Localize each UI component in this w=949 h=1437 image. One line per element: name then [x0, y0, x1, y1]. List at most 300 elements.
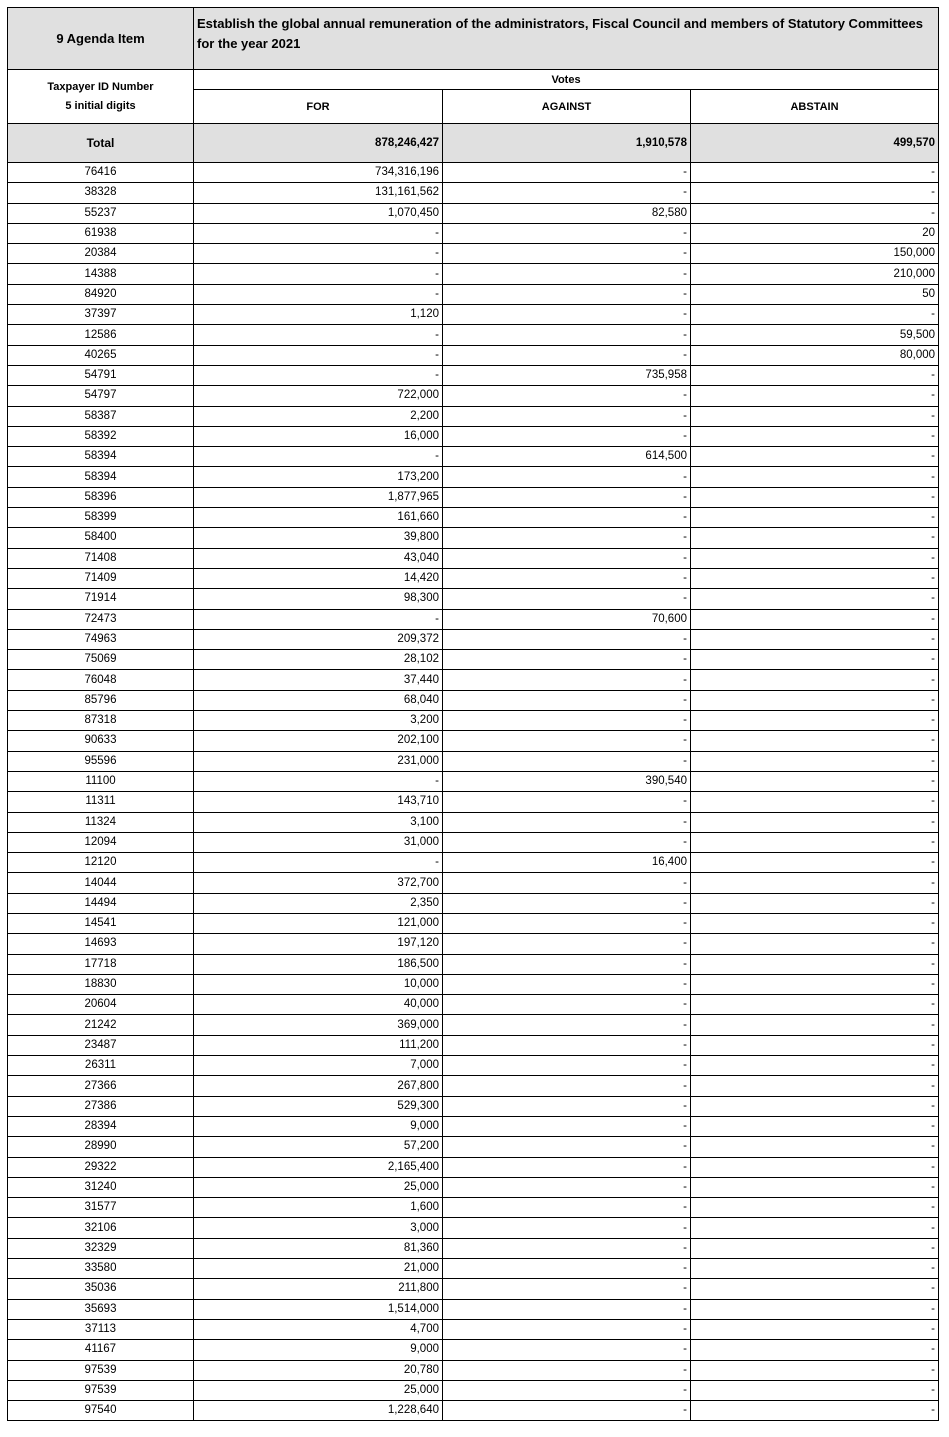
for-cell: - [194, 325, 443, 345]
taxpayer-id-cell: 71914 [8, 589, 194, 609]
abstain-cell: - [691, 1319, 939, 1339]
taxpayer-id-cell: 31240 [8, 1177, 194, 1197]
taxpayer-id-cell: 95596 [8, 751, 194, 771]
for-cell: - [194, 853, 443, 873]
agenda-title: Establish the global annual remuneration of the administrators, Fiscal Council and members of Statutory Committees for the year 2021 [194, 8, 939, 70]
abstain-cell: - [691, 751, 939, 771]
table-row [8, 1056, 939, 1076]
abstain-cell: - [691, 1340, 939, 1360]
against-cell: 70,600 [443, 609, 691, 629]
for-cell: 25,000 [194, 1380, 443, 1400]
abstain-cell: - [691, 508, 939, 528]
for-cell: 2,200 [194, 406, 443, 426]
for-cell: 2,165,400 [194, 1157, 443, 1177]
abstain-cell: - [691, 954, 939, 974]
taxpayer-id-cell: 12094 [8, 832, 194, 852]
for-cell: 81,360 [194, 1238, 443, 1258]
taxpayer-id-cell: 17718 [8, 954, 194, 974]
abstain-cell: - [691, 163, 939, 183]
table-row [8, 589, 939, 609]
taxpayer-id-cell: 12586 [8, 325, 194, 345]
for-cell: - [194, 345, 443, 365]
taxpayer-id-cell: 54791 [8, 365, 194, 385]
against-cell: - [443, 812, 691, 832]
taxpayer-id-cell: 14388 [8, 264, 194, 284]
against-cell: - [443, 1116, 691, 1136]
taxpayer-id-cell: 61938 [8, 223, 194, 243]
table-row [8, 690, 939, 710]
taxpayer-id-cell: 37397 [8, 305, 194, 325]
abstain-cell: - [691, 386, 939, 406]
against-cell: - [443, 487, 691, 507]
taxpayer-id-cell: 85796 [8, 690, 194, 710]
taxpayer-id-cell: 97540 [8, 1401, 194, 1421]
against-cell: - [443, 1279, 691, 1299]
abstain-cell: 80,000 [691, 345, 939, 365]
against-cell: - [443, 548, 691, 568]
taxpayer-id-cell: 54797 [8, 386, 194, 406]
taxpayer-id-cell: 11324 [8, 812, 194, 832]
for-cell: 21,000 [194, 1259, 443, 1279]
table-row [8, 974, 939, 994]
against-cell: - [443, 1056, 691, 1076]
table-row [8, 1035, 939, 1055]
against-cell: - [443, 690, 691, 710]
for-cell: 43,040 [194, 548, 443, 568]
abstain-cell: - [691, 1238, 939, 1258]
for-cell: 1,600 [194, 1198, 443, 1218]
for-cell: 37,440 [194, 670, 443, 690]
for-cell: 3,200 [194, 711, 443, 731]
taxpayer-id-cell: 20384 [8, 244, 194, 264]
for-cell: 1,070,450 [194, 203, 443, 223]
table-row [8, 1279, 939, 1299]
taxpayer-id-cell: 97539 [8, 1360, 194, 1380]
taxpayer-header [8, 70, 194, 124]
against-cell: - [443, 1259, 691, 1279]
table-row [8, 203, 939, 223]
taxpayer-id-cell: 26311 [8, 1056, 194, 1076]
for-cell: - [194, 609, 443, 629]
abstain-cell: - [691, 1096, 939, 1116]
for-cell: 40,000 [194, 995, 443, 1015]
abstain-cell: - [691, 1116, 939, 1136]
abstain-cell: - [691, 853, 939, 873]
table-row [8, 893, 939, 913]
against-cell: - [443, 223, 691, 243]
table-row [8, 954, 939, 974]
table-row [8, 913, 939, 933]
taxpayer-id-cell: 76416 [8, 163, 194, 183]
taxpayer-id-cell: 12120 [8, 853, 194, 873]
taxpayer-id-cell: 58399 [8, 508, 194, 528]
table-row [8, 325, 939, 345]
against-cell: - [443, 893, 691, 913]
for-cell: 1,514,000 [194, 1299, 443, 1319]
abstain-cell: - [691, 711, 939, 731]
for-cell: 202,100 [194, 731, 443, 751]
against-cell: - [443, 670, 691, 690]
for-cell: 2,350 [194, 893, 443, 913]
taxpayer-id-cell: 58392 [8, 426, 194, 446]
against-cell: - [443, 183, 691, 203]
for-cell: 7,000 [194, 1056, 443, 1076]
abstain-cell: 210,000 [691, 264, 939, 284]
for-cell: 20,780 [194, 1360, 443, 1380]
against-cell: - [443, 934, 691, 954]
abstain-cell: - [691, 1279, 939, 1299]
against-cell: - [443, 1299, 691, 1319]
against-cell: - [443, 1076, 691, 1096]
abstain-cell: - [691, 1015, 939, 1035]
table-row [8, 670, 939, 690]
taxpayer-id-cell: 33580 [8, 1259, 194, 1279]
taxpayer-id-cell: 41167 [8, 1340, 194, 1360]
against-cell: - [443, 1238, 691, 1258]
abstain-cell: - [691, 792, 939, 812]
against-cell: - [443, 1096, 691, 1116]
for-header: FOR [194, 90, 443, 124]
for-cell: 131,161,562 [194, 183, 443, 203]
table-row [8, 1238, 939, 1258]
table-row [8, 1380, 939, 1400]
taxpayer-id-cell: 14044 [8, 873, 194, 893]
taxpayer-id-cell: 11100 [8, 771, 194, 791]
against-cell: - [443, 528, 691, 548]
against-cell: - [443, 264, 691, 284]
for-cell: 1,120 [194, 305, 443, 325]
table-row [8, 934, 939, 954]
against-cell: - [443, 873, 691, 893]
against-cell: - [443, 1380, 691, 1400]
against-cell: - [443, 1360, 691, 1380]
taxpayer-id-cell: 27366 [8, 1076, 194, 1096]
votes-header-row [8, 70, 939, 90]
abstain-cell: - [691, 528, 939, 548]
table-row [8, 1319, 939, 1339]
for-cell: 529,300 [194, 1096, 443, 1116]
table-row [8, 1157, 939, 1177]
abstain-cell: - [691, 893, 939, 913]
taxpayer-id-cell: 23487 [8, 1035, 194, 1055]
table-row [8, 487, 939, 507]
abstain-cell: - [691, 305, 939, 325]
taxpayer-id-cell: 74963 [8, 629, 194, 649]
taxpayer-id-cell: 14693 [8, 934, 194, 954]
against-cell: - [443, 751, 691, 771]
for-cell: 143,710 [194, 792, 443, 812]
for-cell: 4,700 [194, 1319, 443, 1339]
against-cell: - [443, 1198, 691, 1218]
for-cell: 98,300 [194, 589, 443, 609]
against-cell: - [443, 995, 691, 1015]
taxpayer-id-cell: 29322 [8, 1157, 194, 1177]
taxpayer-id-cell: 58394 [8, 467, 194, 487]
taxpayer-id-cell: 72473 [8, 609, 194, 629]
against-cell: 390,540 [443, 771, 691, 791]
against-cell: - [443, 1319, 691, 1339]
table-row [8, 1299, 939, 1319]
abstain-cell: - [691, 426, 939, 446]
abstain-cell: - [691, 650, 939, 670]
for-cell: 369,000 [194, 1015, 443, 1035]
against-cell: - [443, 629, 691, 649]
total-abstain: 499,570 [691, 124, 939, 163]
taxpayer-id-cell: 84920 [8, 284, 194, 304]
table-row [8, 345, 939, 365]
against-cell: - [443, 305, 691, 325]
against-cell: - [443, 974, 691, 994]
agenda-label: 9 Agenda Item [8, 8, 194, 70]
for-cell: - [194, 447, 443, 467]
taxpayer-id-cell: 90633 [8, 731, 194, 751]
for-cell: 161,660 [194, 508, 443, 528]
table-row [8, 832, 939, 852]
taxpayer-id-cell: 38328 [8, 183, 194, 203]
taxpayer-header-line2: 5 initial digits [65, 99, 136, 112]
against-cell: - [443, 244, 691, 264]
abstain-cell: - [691, 1035, 939, 1055]
against-cell: - [443, 1157, 691, 1177]
against-cell: - [443, 406, 691, 426]
taxpayer-id-cell: 35693 [8, 1299, 194, 1319]
abstain-cell: - [691, 629, 939, 649]
table-row [8, 711, 939, 731]
abstain-cell: - [691, 1380, 939, 1400]
table-row [8, 1015, 939, 1035]
abstain-cell: - [691, 1056, 939, 1076]
table-row [8, 508, 939, 528]
abstain-cell: - [691, 406, 939, 426]
for-cell: 267,800 [194, 1076, 443, 1096]
abstain-cell: - [691, 365, 939, 385]
taxpayer-id-cell: 11311 [8, 792, 194, 812]
for-cell: 722,000 [194, 386, 443, 406]
table-row [8, 812, 939, 832]
against-header: AGAINST [443, 90, 691, 124]
taxpayer-id-cell: 58396 [8, 487, 194, 507]
table-row [8, 163, 939, 183]
abstain-cell: - [691, 1218, 939, 1238]
against-cell: - [443, 467, 691, 487]
taxpayer-id-cell: 75069 [8, 650, 194, 670]
against-cell: - [443, 650, 691, 670]
taxpayer-id-cell: 37113 [8, 1319, 194, 1339]
table-row [8, 223, 939, 243]
table-row [8, 1198, 939, 1218]
abstain-cell: 50 [691, 284, 939, 304]
for-cell: 197,120 [194, 934, 443, 954]
for-cell: 10,000 [194, 974, 443, 994]
against-cell: - [443, 1137, 691, 1157]
table-row [8, 568, 939, 588]
abstain-cell: - [691, 771, 939, 791]
taxpayer-id-cell: 18830 [8, 974, 194, 994]
against-cell: - [443, 426, 691, 446]
for-cell: 25,000 [194, 1177, 443, 1197]
abstain-cell: - [691, 447, 939, 467]
for-cell: 186,500 [194, 954, 443, 974]
table-row [8, 731, 939, 751]
taxpayer-id-cell: 28394 [8, 1116, 194, 1136]
table-row [8, 528, 939, 548]
taxpayer-id-cell: 14494 [8, 893, 194, 913]
table-row [8, 1360, 939, 1380]
table-row [8, 792, 939, 812]
against-cell: - [443, 1218, 691, 1238]
table-row [8, 183, 939, 203]
table-row [8, 1218, 939, 1238]
abstain-cell: - [691, 203, 939, 223]
for-cell: 57,200 [194, 1137, 443, 1157]
table-row [8, 264, 939, 284]
table-row [8, 406, 939, 426]
against-cell: 16,400 [443, 853, 691, 873]
abstain-cell: - [691, 812, 939, 832]
for-cell: 211,800 [194, 1279, 443, 1299]
taxpayer-id-cell: 35036 [8, 1279, 194, 1299]
abstain-cell: 59,500 [691, 325, 939, 345]
table-row [8, 1340, 939, 1360]
taxpayer-id-cell: 55237 [8, 203, 194, 223]
table-row [8, 1096, 939, 1116]
table-row [8, 365, 939, 385]
abstain-cell: - [691, 183, 939, 203]
table-row [8, 447, 939, 467]
abstain-cell: - [691, 995, 939, 1015]
abstain-cell: 150,000 [691, 244, 939, 264]
table-row [8, 853, 939, 873]
against-cell: - [443, 508, 691, 528]
taxpayer-id-cell: 76048 [8, 670, 194, 690]
taxpayer-id-cell: 32106 [8, 1218, 194, 1238]
abstain-cell: - [691, 1401, 939, 1421]
table-row [8, 467, 939, 487]
abstain-cell: - [691, 1177, 939, 1197]
against-cell: - [443, 792, 691, 812]
for-cell: 3,100 [194, 812, 443, 832]
for-cell: 3,000 [194, 1218, 443, 1238]
votes-header: Votes [194, 70, 939, 90]
against-cell: - [443, 1015, 691, 1035]
for-cell: - [194, 223, 443, 243]
against-cell: - [443, 711, 691, 731]
total-row [8, 124, 939, 163]
taxpayer-id-cell: 71409 [8, 568, 194, 588]
abstain-cell: - [691, 1198, 939, 1218]
for-cell: 1,228,640 [194, 1401, 443, 1421]
abstain-cell: - [691, 832, 939, 852]
taxpayer-id-cell: 14541 [8, 913, 194, 933]
taxpayer-id-cell: 40265 [8, 345, 194, 365]
taxpayer-id-cell: 27386 [8, 1096, 194, 1116]
abstain-cell: - [691, 548, 939, 568]
taxpayer-id-cell: 71408 [8, 548, 194, 568]
abstain-cell: - [691, 467, 939, 487]
abstain-cell: - [691, 1076, 939, 1096]
total-label: Total [8, 124, 194, 163]
table-row [8, 548, 939, 568]
abstain-cell: - [691, 1299, 939, 1319]
for-cell: 111,200 [194, 1035, 443, 1055]
for-cell: - [194, 365, 443, 385]
taxpayer-id-cell: 31577 [8, 1198, 194, 1218]
abstain-cell: - [691, 1157, 939, 1177]
for-cell: 734,316,196 [194, 163, 443, 183]
table-row [8, 873, 939, 893]
table-row [8, 386, 939, 406]
agenda-row [8, 8, 939, 70]
table-row [8, 1401, 939, 1421]
for-cell: 68,040 [194, 690, 443, 710]
for-cell: 14,420 [194, 568, 443, 588]
table-row [8, 609, 939, 629]
against-cell: - [443, 1177, 691, 1197]
taxpayer-header-line1: Taxpayer ID Number [47, 80, 154, 93]
table-row [8, 629, 939, 649]
table-row [8, 1116, 939, 1136]
table-row [8, 751, 939, 771]
table-row [8, 284, 939, 304]
for-cell: 9,000 [194, 1116, 443, 1136]
taxpayer-id-cell: 87318 [8, 711, 194, 731]
against-cell: 82,580 [443, 203, 691, 223]
table-row [8, 771, 939, 791]
table-row [8, 244, 939, 264]
abstain-cell: - [691, 731, 939, 751]
abstain-header: ABSTAIN [691, 90, 939, 124]
abstain-cell: - [691, 974, 939, 994]
for-cell: 231,000 [194, 751, 443, 771]
table-row [8, 650, 939, 670]
taxpayer-id-cell: 58400 [8, 528, 194, 548]
abstain-cell: 20 [691, 223, 939, 243]
taxpayer-id-cell: 20604 [8, 995, 194, 1015]
abstain-cell: - [691, 873, 939, 893]
abstain-cell: - [691, 487, 939, 507]
table-row [8, 995, 939, 1015]
table-row [8, 1177, 939, 1197]
table-row [8, 426, 939, 446]
for-cell: 28,102 [194, 650, 443, 670]
total-against: 1,910,578 [443, 124, 691, 163]
against-cell: - [443, 1401, 691, 1421]
taxpayer-id-cell: 32329 [8, 1238, 194, 1258]
taxpayer-id-cell: 28990 [8, 1137, 194, 1157]
against-cell: - [443, 1035, 691, 1055]
for-cell: 1,877,965 [194, 487, 443, 507]
for-cell: 372,700 [194, 873, 443, 893]
for-cell: - [194, 264, 443, 284]
against-cell: - [443, 954, 691, 974]
abstain-cell: - [691, 670, 939, 690]
against-cell: - [443, 832, 691, 852]
against-cell: - [443, 386, 691, 406]
against-cell: - [443, 731, 691, 751]
for-cell: 121,000 [194, 913, 443, 933]
taxpayer-id-cell: 58387 [8, 406, 194, 426]
against-cell: - [443, 325, 691, 345]
taxpayer-id-cell: 58394 [8, 447, 194, 467]
table-row [8, 305, 939, 325]
abstain-cell: - [691, 1360, 939, 1380]
table-row [8, 1076, 939, 1096]
for-cell: - [194, 244, 443, 264]
abstain-cell: - [691, 1259, 939, 1279]
abstain-cell: - [691, 568, 939, 588]
against-cell: - [443, 568, 691, 588]
against-cell: - [443, 589, 691, 609]
